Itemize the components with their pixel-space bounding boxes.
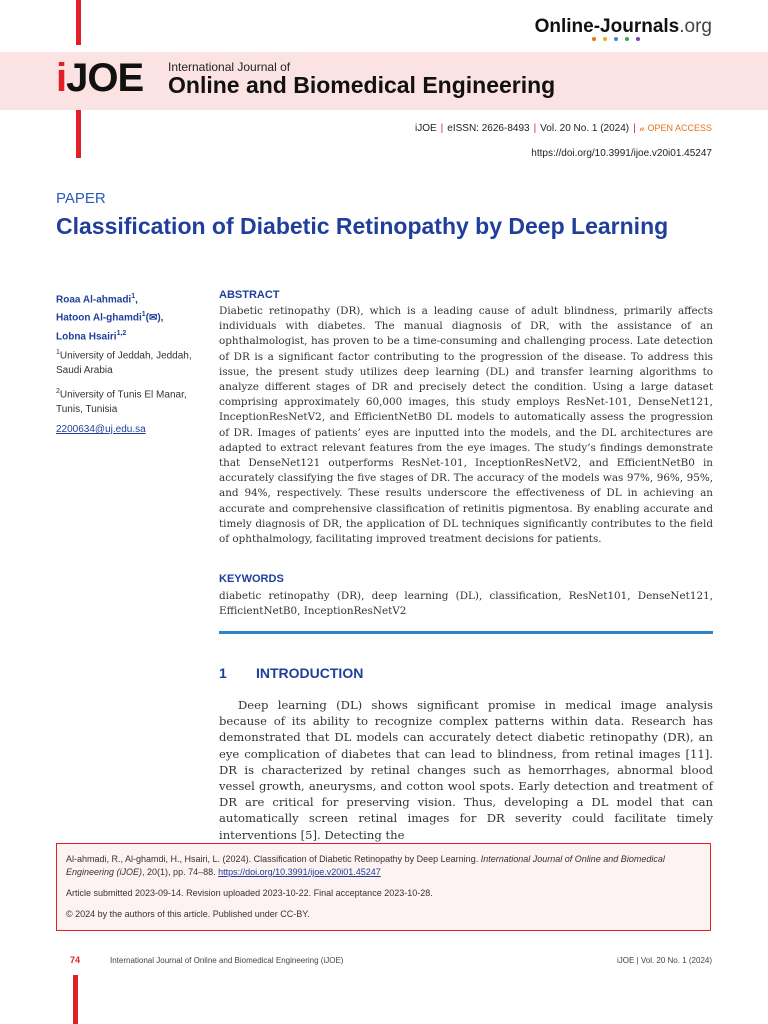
red-accent-bar-mid	[76, 110, 81, 158]
affiliation-1: $^1$University of Jeddah, Jeddah, Saudi Arabia	[56, 349, 192, 377]
section-divider	[219, 631, 713, 634]
header-doi-link[interactable]: https://doi.org/10.3991/ijoe.v20i01.45247	[531, 148, 712, 159]
section-number: 1	[219, 665, 227, 681]
introduction-text: Deep learning (DL) shows significant promise in medical image analysis because of its ability to recognize complex patterns within data. Research has demonstrated that DL models can accurately detect diabetic retinopathy (DR), an eye complication of diabetes that can lead to blindness, from retinal images [11]. DR is characterized by retinal changes such as hemorrhages, abnormal blood vessel growth, aneurysms, and cotton wool spots. Early detection and treatment of DR are critical for preserving vision. Thus, developing a DL model that can automatically screen retinal images for DR severity could facilitate timely interventions [5]. Detecting the	[219, 698, 713, 842]
logo-i: i	[56, 56, 67, 100]
site-brand[interactable]	[535, 16, 712, 38]
footer-issue: iJOE | Vol. 20 No. 1 (2024)	[616, 956, 712, 965]
journal-name: Online and Biomedical Engineering	[168, 72, 556, 98]
author-3[interactable]: Lobna Hsairi$^{1,2}$	[56, 329, 127, 342]
issue-volume: Vol. 20 No. 1 (2024)	[540, 123, 630, 134]
submission-dates: Article submitted 2023-09-14. Revision uploaded 2023-10-22. Final acceptance 2023-10-28.	[66, 888, 433, 898]
affiliation-2: $^2$University of Tunis El Manar, Tunis, Tunisia	[56, 388, 187, 416]
author-2[interactable]: Hatoon Al-ghamdi$^1$(✉),	[56, 311, 164, 324]
open-access-label[interactable]: OPEN ACCESS	[647, 123, 712, 133]
red-accent-bar-top	[76, 0, 81, 45]
author-list	[56, 289, 206, 344]
abstract-text: Diabetic retinopathy (DR), which is a leading cause of adult blindness, primarily affects individuals with diabetes. The manual diagnosis of DR, with the assistance of an ophthalmologist, has proven to be a time-consuming and challenging process. Late detection of DR is a significant factor contributing to the progression of the disease. To address this issue, the present study utilizes deep learning (DL) and transfer learning algorithms to analyze different stages of DR and precisely detect the condition. Using a large dataset comprising approximately 60,000 images, this study employs ResNet-101, DenseNet121, InceptionResNetV2, and EfficientNetB0 DL models to automatically assess the progression of DR. Images of patients’ eyes are inputted into the models, and the DL architectures are adapted to extract relevant features from the eye images. The study’s findings demonstrate that DenseNet121 outperforms ResNet-101, InceptionResNetV2, and EfficientNetB0 in accurately classifying the five stages of DR. The accuracy of the models was 97%, 96%, 95%, and 94%, respectively. These results underscore the effectiveness of DL in achieving an accurate and comprehensive classification of retinitis pigmentosa. By enabling accurate and timely diagnosis of DR, the application of DL techniques significantly contributes to the field of ophthalmology, facilitating improved treatment decisions for patients.	[219, 305, 713, 546]
citation-box	[56, 843, 711, 931]
open-access-icon: 𝒶︎	[639, 123, 645, 133]
page-number: 74	[70, 955, 81, 965]
envelope-icon[interactable]: (✉),	[145, 312, 164, 324]
footer-journal: International Journal of Online and Biomedical Engineering (iJOE)	[110, 956, 344, 965]
citation-doi-link[interactable]: https://doi.org/10.3991/ijoe.v20i01.45247	[218, 867, 381, 877]
abstract-heading: ABSTRACT	[219, 289, 280, 301]
article-type: PAPER	[56, 190, 106, 207]
article-title: Classification of Diabetic Retinopathy by Deep Learning	[56, 213, 669, 239]
journal-logo	[56, 56, 143, 101]
logo-rest: JOE	[66, 56, 144, 100]
corresponding-email-link[interactable]: 2200634@uj.edu.sa	[56, 424, 146, 435]
copyright-notice: © 2024 by the authors of this article. Published under CC-BY.	[66, 909, 310, 919]
issue-journal: iJOE	[415, 123, 437, 134]
issue-info: iJOE | eISSN: 2626-8493 | Vol. 20 No. 1 (2024) | 𝒶︎ OPEN ACCESS	[415, 123, 712, 134]
red-accent-bar-bottom	[73, 975, 78, 1024]
keywords-heading: KEYWORDS	[219, 573, 284, 585]
issue-eissn: eISSN: 2626-8493	[447, 123, 530, 134]
citation-text: Al-ahmadi, R., Al-ghamdi, H., Hsairi, L. (2024). Classification of Diabetic Retinopathy by Deep Learning. International Journal of Online and Biomedical Engineering (iJOE), 20(1), pp. 74–88. https://doi.org/10.3991/ijoe.v20i01.45247	[66, 854, 665, 877]
section-title: INTRODUCTION	[256, 665, 364, 681]
author-1[interactable]: Roaa Al-ahmadi$^1$,	[56, 293, 138, 306]
site-tld: .org	[679, 16, 712, 37]
site-name: Online-Journals	[534, 16, 680, 37]
brand-dots-icon	[592, 37, 640, 41]
journal-subtitle: International Journal of	[168, 60, 291, 74]
keywords-text: diabetic retinopathy (DR), deep learning (DL), classification, ResNet101, DenseNet121, EfficientNetB0, InceptionResNetV2	[219, 590, 713, 618]
